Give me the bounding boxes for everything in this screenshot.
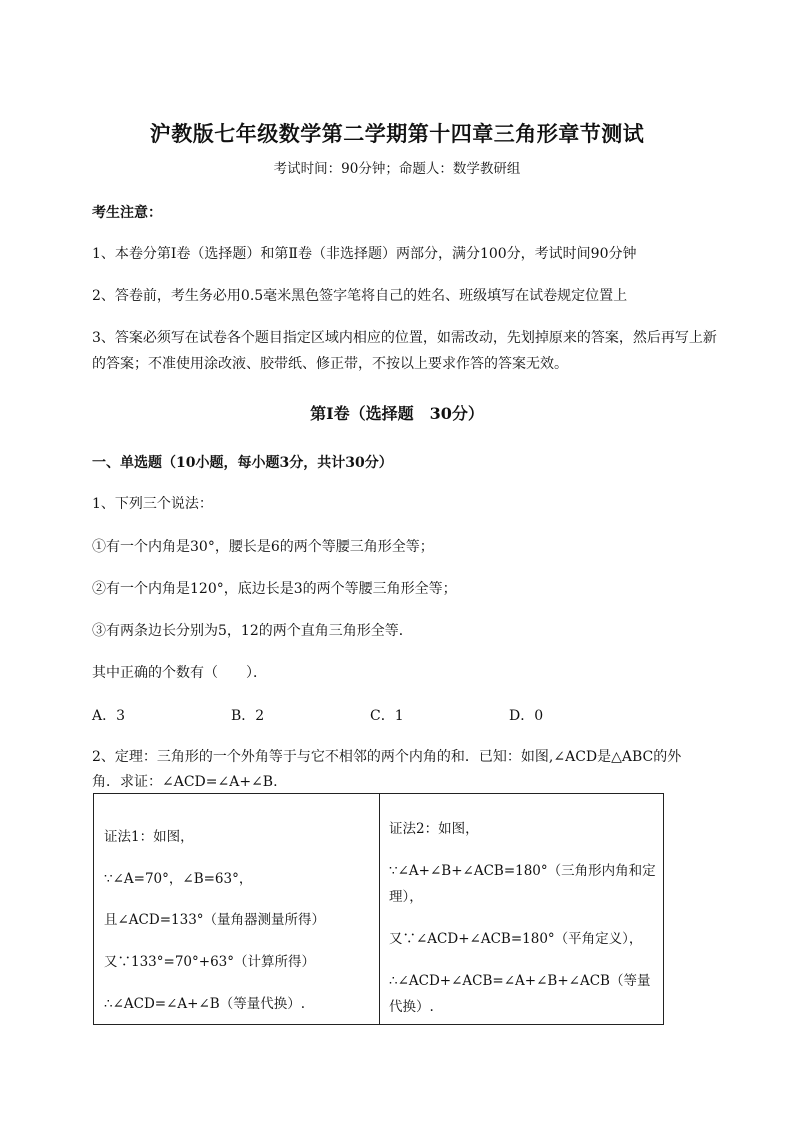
part-heading: 一、单选题（10小题，每小题3分，共计30分） — [92, 455, 393, 471]
proof-2-cell — [380, 794, 664, 1025]
proof-1-line: 证法1：如图， — [104, 829, 194, 845]
option-c[interactable]: C．1 — [370, 708, 404, 724]
proof-2-line: 又∵∠ACD+∠ACB=180°（平角定义）， — [389, 931, 643, 947]
question-1-statement: ①有一个内角是30°，腰长是6的两个等腰三角形全等； — [92, 539, 434, 555]
note-item: 的答案；不准使用涂改液、胶带纸、修正带，不按以上要求作答的答案无效。 — [92, 356, 568, 372]
note-item: 3、答案必须写在试卷各个题目指定区域内相应的位置，如需改动，先划掉原来的答案，然后再写上新 — [92, 330, 717, 346]
proof-2-line: 证法2：如图， — [389, 821, 479, 837]
proof-1-line: ∴∠ACD=∠A+∠B（等量代换）. — [104, 996, 306, 1012]
option-b[interactable]: B．2 — [231, 708, 265, 724]
proof-1-line: ∵∠A=70°，∠B=63°， — [104, 871, 253, 887]
proof-2-line: ∴∠ACD+∠ACB=∠A+∠B+∠ACB（等量代换）. — [389, 973, 651, 1015]
question-1-prompt: 其中正确的个数有（ ）． — [92, 665, 267, 681]
proof-1-cell — [94, 794, 380, 1025]
proof-1-line: 且∠ACD=133°（量角器测量所得） — [104, 912, 326, 928]
question-1-statement: ②有一个内角是120°，底边长是3的两个等腰三角形全等； — [92, 581, 457, 597]
proof-1-line: 又∵133°=70°+63°（计算所得） — [104, 954, 315, 970]
section-title: 第Ⅰ卷（选择题 30分） — [310, 404, 484, 423]
proof-2-line: ∵∠A+∠B+∠ACB=180°（三角形内角和定理）， — [389, 863, 656, 905]
option-d[interactable]: D．0 — [509, 708, 544, 724]
proof-table — [93, 793, 664, 1025]
page-subtitle: 考试时间：90分钟；命题人：数学教研组 — [273, 161, 521, 177]
note-item: 1、本卷分第Ⅰ卷（选择题）和第Ⅱ卷（非选择题）两部分，满分100分，考试时间90分钟 — [92, 246, 637, 262]
page-title: 沪教版七年级数学第二学期第十四章三角形章节测试 — [149, 121, 645, 146]
question-2-line: 角．求证：∠ACD=∠A+∠B. — [92, 774, 278, 790]
question-1-statement: ③有两条边长分别为5，12的两个直角三角形全等． — [92, 623, 413, 639]
question-1-stem: 1、下列三个说法： — [92, 496, 213, 512]
option-a[interactable]: A．3 — [92, 708, 126, 724]
note-item: 2、答卷前，考生务必用0.5毫米黑色签字笔将自己的姓名、班级填写在试卷规定位置上 — [92, 288, 628, 304]
question-2-line: 2、定理：三角形的一个外角等于与它不相邻的两个内角的和．已知：如图,∠ACD是△ABC的外 — [92, 749, 682, 765]
notes-heading: 考生注意： — [92, 205, 162, 221]
